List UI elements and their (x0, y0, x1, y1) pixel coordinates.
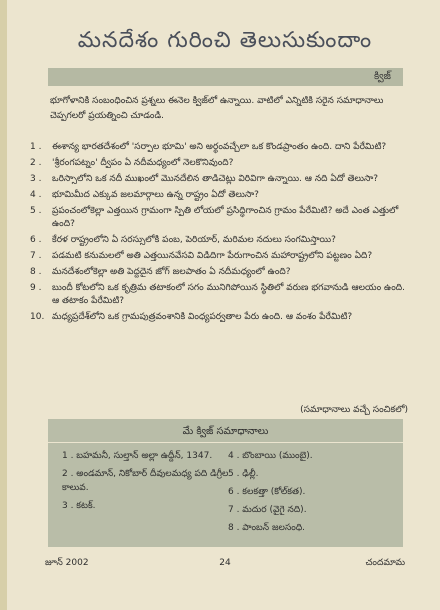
page-title: మనదేశం గురించి తెలుసుకుందాం (77, 28, 373, 53)
question-number: 6 . (30, 235, 42, 245)
question-number: 2 . (30, 158, 42, 168)
question-number: 1 . (30, 142, 42, 152)
question-number: 3 . (30, 174, 42, 184)
question-item (30, 205, 410, 231)
question-text: పడమటి కనుమలలో అతి ఎత్తయినవేసవి విడిదిగా పేరుగాంచిన మహారాష్ట్రలోని పట్టణం ఏది? (52, 251, 373, 261)
answers-box (48, 419, 403, 547)
answer-item: 3 . కటక్. (62, 501, 96, 511)
question-item (30, 311, 410, 324)
answers-column-left (62, 449, 232, 517)
question-item (30, 173, 410, 186)
question-number: 9 . (30, 283, 42, 293)
answers-note: (సమాధానాలు వచ్చే సంచికలో) (300, 405, 408, 415)
answer-item: 8 . పాంబన్ జలసంధి. (228, 523, 306, 533)
answer-item: 4 . బొంబాయి (ముంబై). (228, 451, 313, 461)
answer-item: 6 . కలకత్తా (కోల్‌కత). (228, 487, 306, 497)
question-text: కేరళ రాష్ట్రంలోని ఏ సరస్సులోకి పంబ, పెరియార్, మరిమల నదులు సంగమిస్తాయి? (52, 235, 336, 245)
answer-item: 2 . అండమాన్, నికోబార్ దీవులమధ్య పది డిగ్రీల కాలువ. (62, 469, 229, 493)
question-text: మధ్యప్రదేశ్‌లోని ఒక గ్రామపుత్రవంశానికి వింధ్యపర్వతాల పేరు ఉంది. ఆ వంశం పేరేమిటి? (52, 312, 353, 322)
question-number: 4 . (30, 190, 42, 200)
question-number: 7 . (30, 251, 42, 261)
answer-item: 1 . బహమనీ, సుల్తాన్ అల్లా ఉద్దీన్, 1347. (62, 451, 213, 461)
answers-heading: మే క్విజ్ సమాధానాలు (182, 426, 269, 437)
page-number: 24 (219, 558, 231, 568)
magazine-name: చందమామ (365, 558, 405, 568)
quiz-tag: క్విజ్ (374, 71, 391, 82)
answer-item: 5 . ఢిల్లీ. (228, 469, 259, 479)
question-number: 8 . (30, 267, 42, 277)
quiz-band (48, 68, 403, 86)
question-text: ఒరిస్సాలోని ఒక నదీ ముఖంలో మొనదేలిన తాడిచెట్లు విరివిగా ఉన్నాయి. ఆ నది ఏదో తెలుసా? (52, 174, 379, 184)
question-list (30, 141, 410, 327)
question-item (30, 250, 410, 263)
question-number: 5 . (30, 206, 42, 216)
question-item (30, 266, 410, 279)
question-text: 'శ్రీరంగపట్నం' ద్వీపం ఏ నదీమధ్యంలో నెలకొనివుంది? (52, 158, 234, 168)
question-item (30, 189, 410, 202)
question-item (30, 234, 410, 247)
answers-divider (48, 442, 403, 443)
question-text: ప్రపంచంలోకెల్లా ఎత్తయిన గ్రామంగా స్పితి లోయలో ప్రసిద్ధిగాంచిన గ్రామం పేరేమిటి? అదే ఎంత ఎత్తులో ఉంది? (52, 206, 399, 229)
question-text: బుందీ కోటలోని ఒక కృత్రిమ తటాకంలో సగం మునిగిపోయిన స్థితిలో వరుణ భగవానుడి ఆలయం ఉంది. ఆ తటాకం పేరేమిటి? (52, 283, 405, 306)
question-text: మనదేశంలోకెల్లా అతి పెద్దదైన జోగ్ జలపాతం ఏ నదీమధ్యంలో ఉంది? (52, 267, 291, 277)
question-number: 10. (30, 312, 45, 322)
footer-date: జూన్ 2002 (45, 558, 89, 568)
question-item (30, 157, 410, 170)
page-edge (0, 0, 7, 610)
answers-column-right (228, 449, 398, 539)
intro-text: భూగోళానికి సంబంధించిన ప్రశ్నలు ఈనెల క్విజ్‌లో ఉన్నాయి. వాటిలో ఎన్నిటికి సరైన సమాధానాలు చెప్పగలరో ప్రయత్నించి చూడండి. (50, 96, 384, 121)
answer-item: 7 . మదుర (వైగై నది). (228, 505, 307, 515)
page-footer (45, 558, 405, 572)
question-item (30, 282, 410, 308)
question-text: ఈశాన్య భారతదేశంలో 'సర్పాల భూమి' అని అర్థంవచ్చేలా ఒక కొండప్రాంతం ఉంది. దాని పేరేమిటి? (52, 142, 387, 152)
question-item (30, 141, 410, 154)
question-text: భూమిమీద ఎక్కువ జలమార్గాలు ఉన్న రాష్ట్రం ఏదో తెలుసా? (52, 190, 259, 200)
